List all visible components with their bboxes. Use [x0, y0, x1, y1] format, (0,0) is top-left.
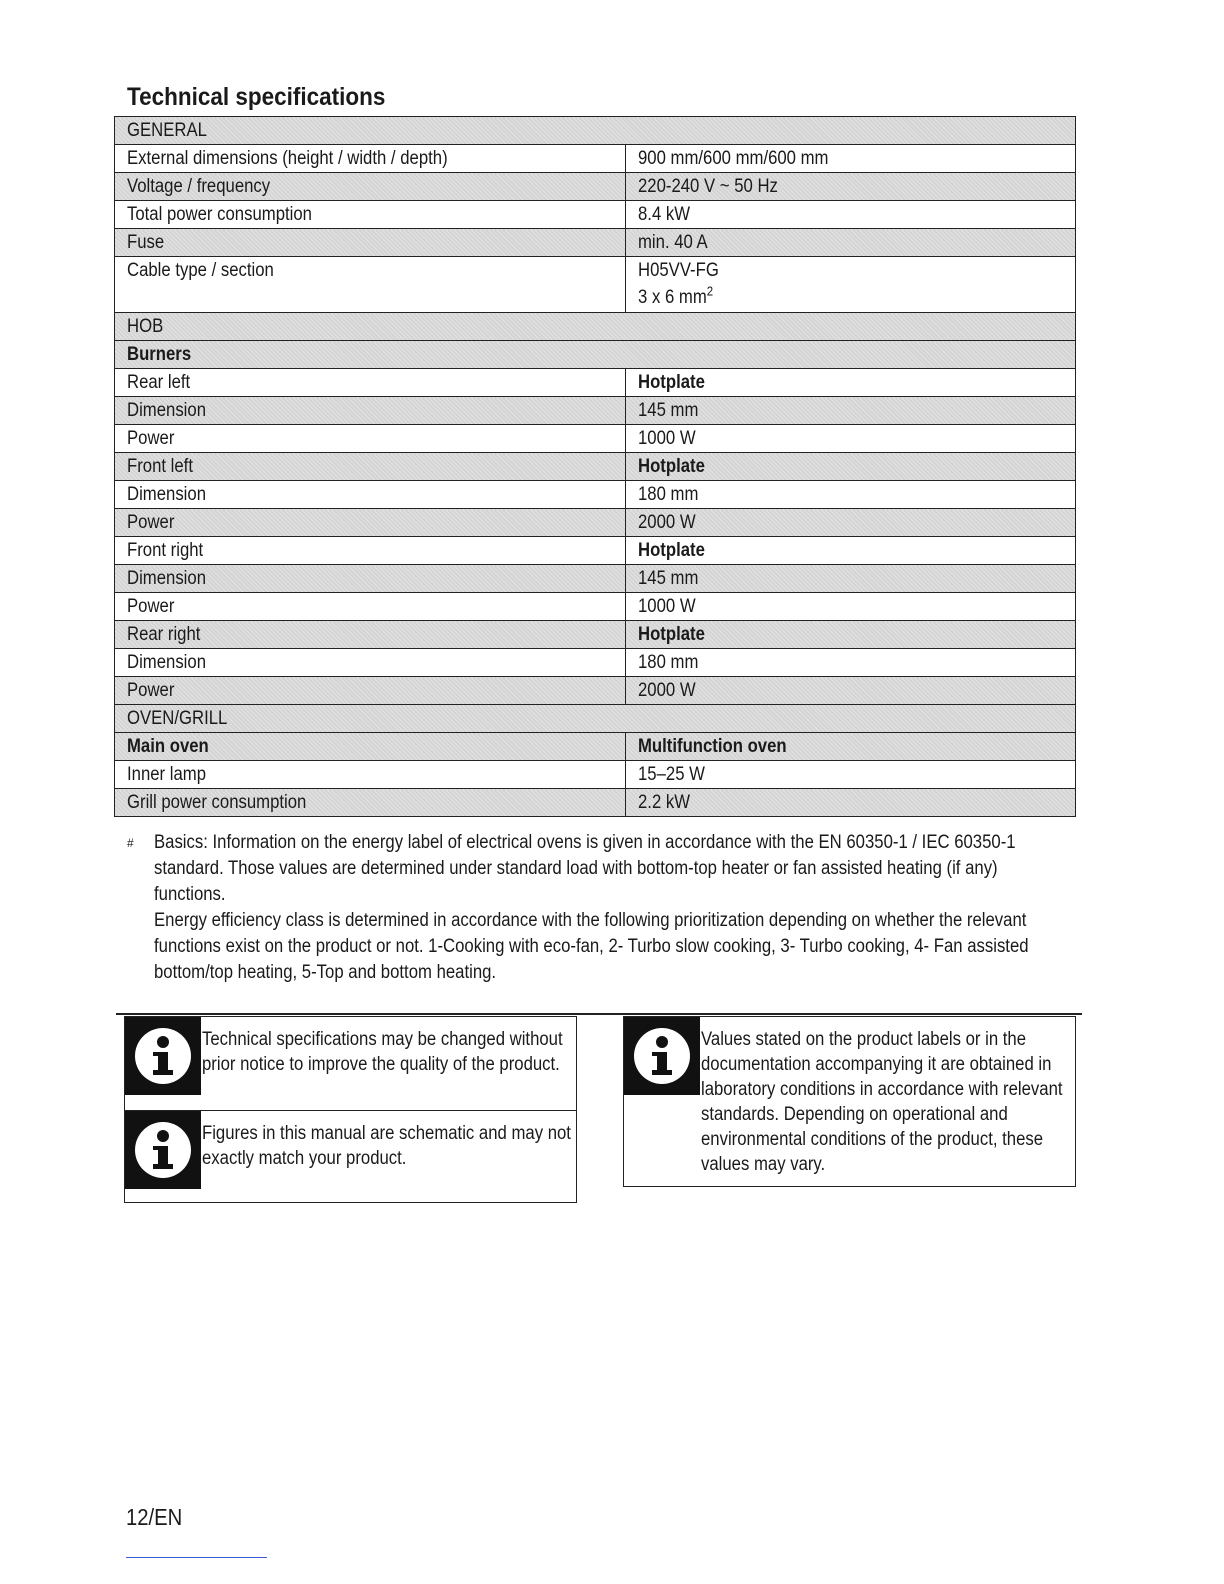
notes-box-left [124, 1016, 577, 1203]
spec-label: Front right [115, 537, 626, 565]
spec-label: Power [115, 509, 626, 537]
table-row [115, 789, 1076, 817]
table-row [115, 537, 1076, 565]
spec-label: Dimension [115, 481, 626, 509]
spec-label: Inner lamp [115, 761, 626, 789]
spec-table [114, 116, 1076, 817]
spec-value: Hotplate [626, 621, 1076, 649]
spec-label: Power [115, 425, 626, 453]
table-row [115, 257, 1076, 313]
page-number: 12/EN [126, 1504, 183, 1530]
spec-label: Cable type / section [115, 257, 626, 313]
table-row [115, 621, 1076, 649]
spec-value: 8.4 kW [626, 201, 1076, 229]
table-row [115, 453, 1076, 481]
spec-value: Hotplate [626, 537, 1076, 565]
note-spec-change [125, 1017, 576, 1111]
spec-label: Grill power consumption [115, 789, 626, 817]
section-label: GENERAL [115, 117, 1076, 145]
table-row [115, 425, 1076, 453]
table-row [115, 649, 1076, 677]
footnote-basics: Basics: Information on the energy label of electrical ovens is given in accordance with the EN 60350-1 / IEC 60350-1 standard. Those values are determined under standard load with bottom-top heater or fan assisted heating (if any) functions. [154, 832, 1016, 905]
spec-label: Fuse [115, 229, 626, 257]
table-row [115, 201, 1076, 229]
table-row [115, 509, 1076, 537]
table-row [115, 593, 1076, 621]
spec-value: 15–25 W [626, 761, 1076, 789]
spec-value: min. 40 A [626, 229, 1076, 257]
section-label: HOB [115, 313, 1076, 341]
spec-label: Power [115, 593, 626, 621]
spec-value: 145 mm [626, 397, 1076, 425]
page-title: Technical specifications [127, 83, 386, 111]
spec-value: 2000 W [626, 509, 1076, 537]
info-icon [125, 1111, 201, 1189]
spec-label: Dimension [115, 649, 626, 677]
table-row [115, 173, 1076, 201]
spec-label: Dimension [115, 397, 626, 425]
spec-value: 145 mm [626, 565, 1076, 593]
spec-value: 220-240 V ~ 50 Hz [626, 173, 1076, 201]
spec-label: Voltage / frequency [115, 173, 626, 201]
spec-label: Power [115, 677, 626, 705]
spec-label: Rear left [115, 369, 626, 397]
table-row [115, 733, 1076, 761]
spec-value: Hotplate [626, 369, 1076, 397]
table-row [115, 565, 1076, 593]
spec-value: Multifunction oven [626, 733, 1076, 761]
note-text: Figures in this manual are schematic and may not exactly match your product. [202, 1123, 571, 1169]
spec-label: Rear right [115, 621, 626, 649]
info-icon [624, 1017, 700, 1095]
spec-value: 180 mm [626, 481, 1076, 509]
footnote-marker: # [127, 836, 134, 850]
table-section-row [115, 313, 1076, 341]
table-section-row [115, 117, 1076, 145]
table-row [115, 481, 1076, 509]
table-row [115, 677, 1076, 705]
spec-value: 180 mm [626, 649, 1076, 677]
spec-value: 1000 W [626, 593, 1076, 621]
spec-label: Front left [115, 453, 626, 481]
table-row [115, 145, 1076, 173]
note-values [624, 1017, 1075, 1186]
footer-line [126, 1557, 267, 1558]
table-row [115, 397, 1076, 425]
spec-value: 2.2 kW [626, 789, 1076, 817]
table-section-row [115, 705, 1076, 733]
spec-label: External dimensions (height / width / depth) [115, 145, 626, 173]
note-text: Technical specifications may be changed without prior notice to improve the quality of the product. [202, 1029, 563, 1075]
spec-label: Total power consumption [115, 201, 626, 229]
spec-value: 2000 W [626, 677, 1076, 705]
info-icon [125, 1017, 201, 1095]
section-label: OVEN/GRILL [115, 705, 1076, 733]
spec-value: 1000 W [626, 425, 1076, 453]
spec-value: H05VV-FG 3 x 6 $mm^2$ [626, 257, 1076, 313]
spec-label: Main oven [115, 733, 626, 761]
notes-box-right [623, 1016, 1076, 1187]
table-row [115, 761, 1076, 789]
section-label: Burners [115, 341, 1076, 369]
section-divider [116, 1013, 1082, 1015]
table-row [115, 229, 1076, 257]
spec-label: Dimension [115, 565, 626, 593]
table-row [115, 369, 1076, 397]
note-figures [125, 1111, 576, 1201]
footnote [127, 830, 1077, 986]
spec-value: 900 mm/600 mm/600 mm [626, 145, 1076, 173]
spec-value: Hotplate [626, 453, 1076, 481]
table-section-row [115, 341, 1076, 369]
note-text: Values stated on the product labels or in the documentation accompanying it are obtained in laboratory conditions in accordance with relevant standards. Depending on operational and environmental conditions of the product, these values may vary. [701, 1029, 1063, 1175]
footnote-energy-class: Energy efficiency class is determined in accordance with the following prioritization depending on whether the relevant functions exist on the product or not. 1-Cooking with eco-fan, 2- Turbo slow cooking, 3- Turbo cooking, 4- Fan assisted bottom/top heating, 5-Top and bottom heating. [154, 910, 1029, 983]
